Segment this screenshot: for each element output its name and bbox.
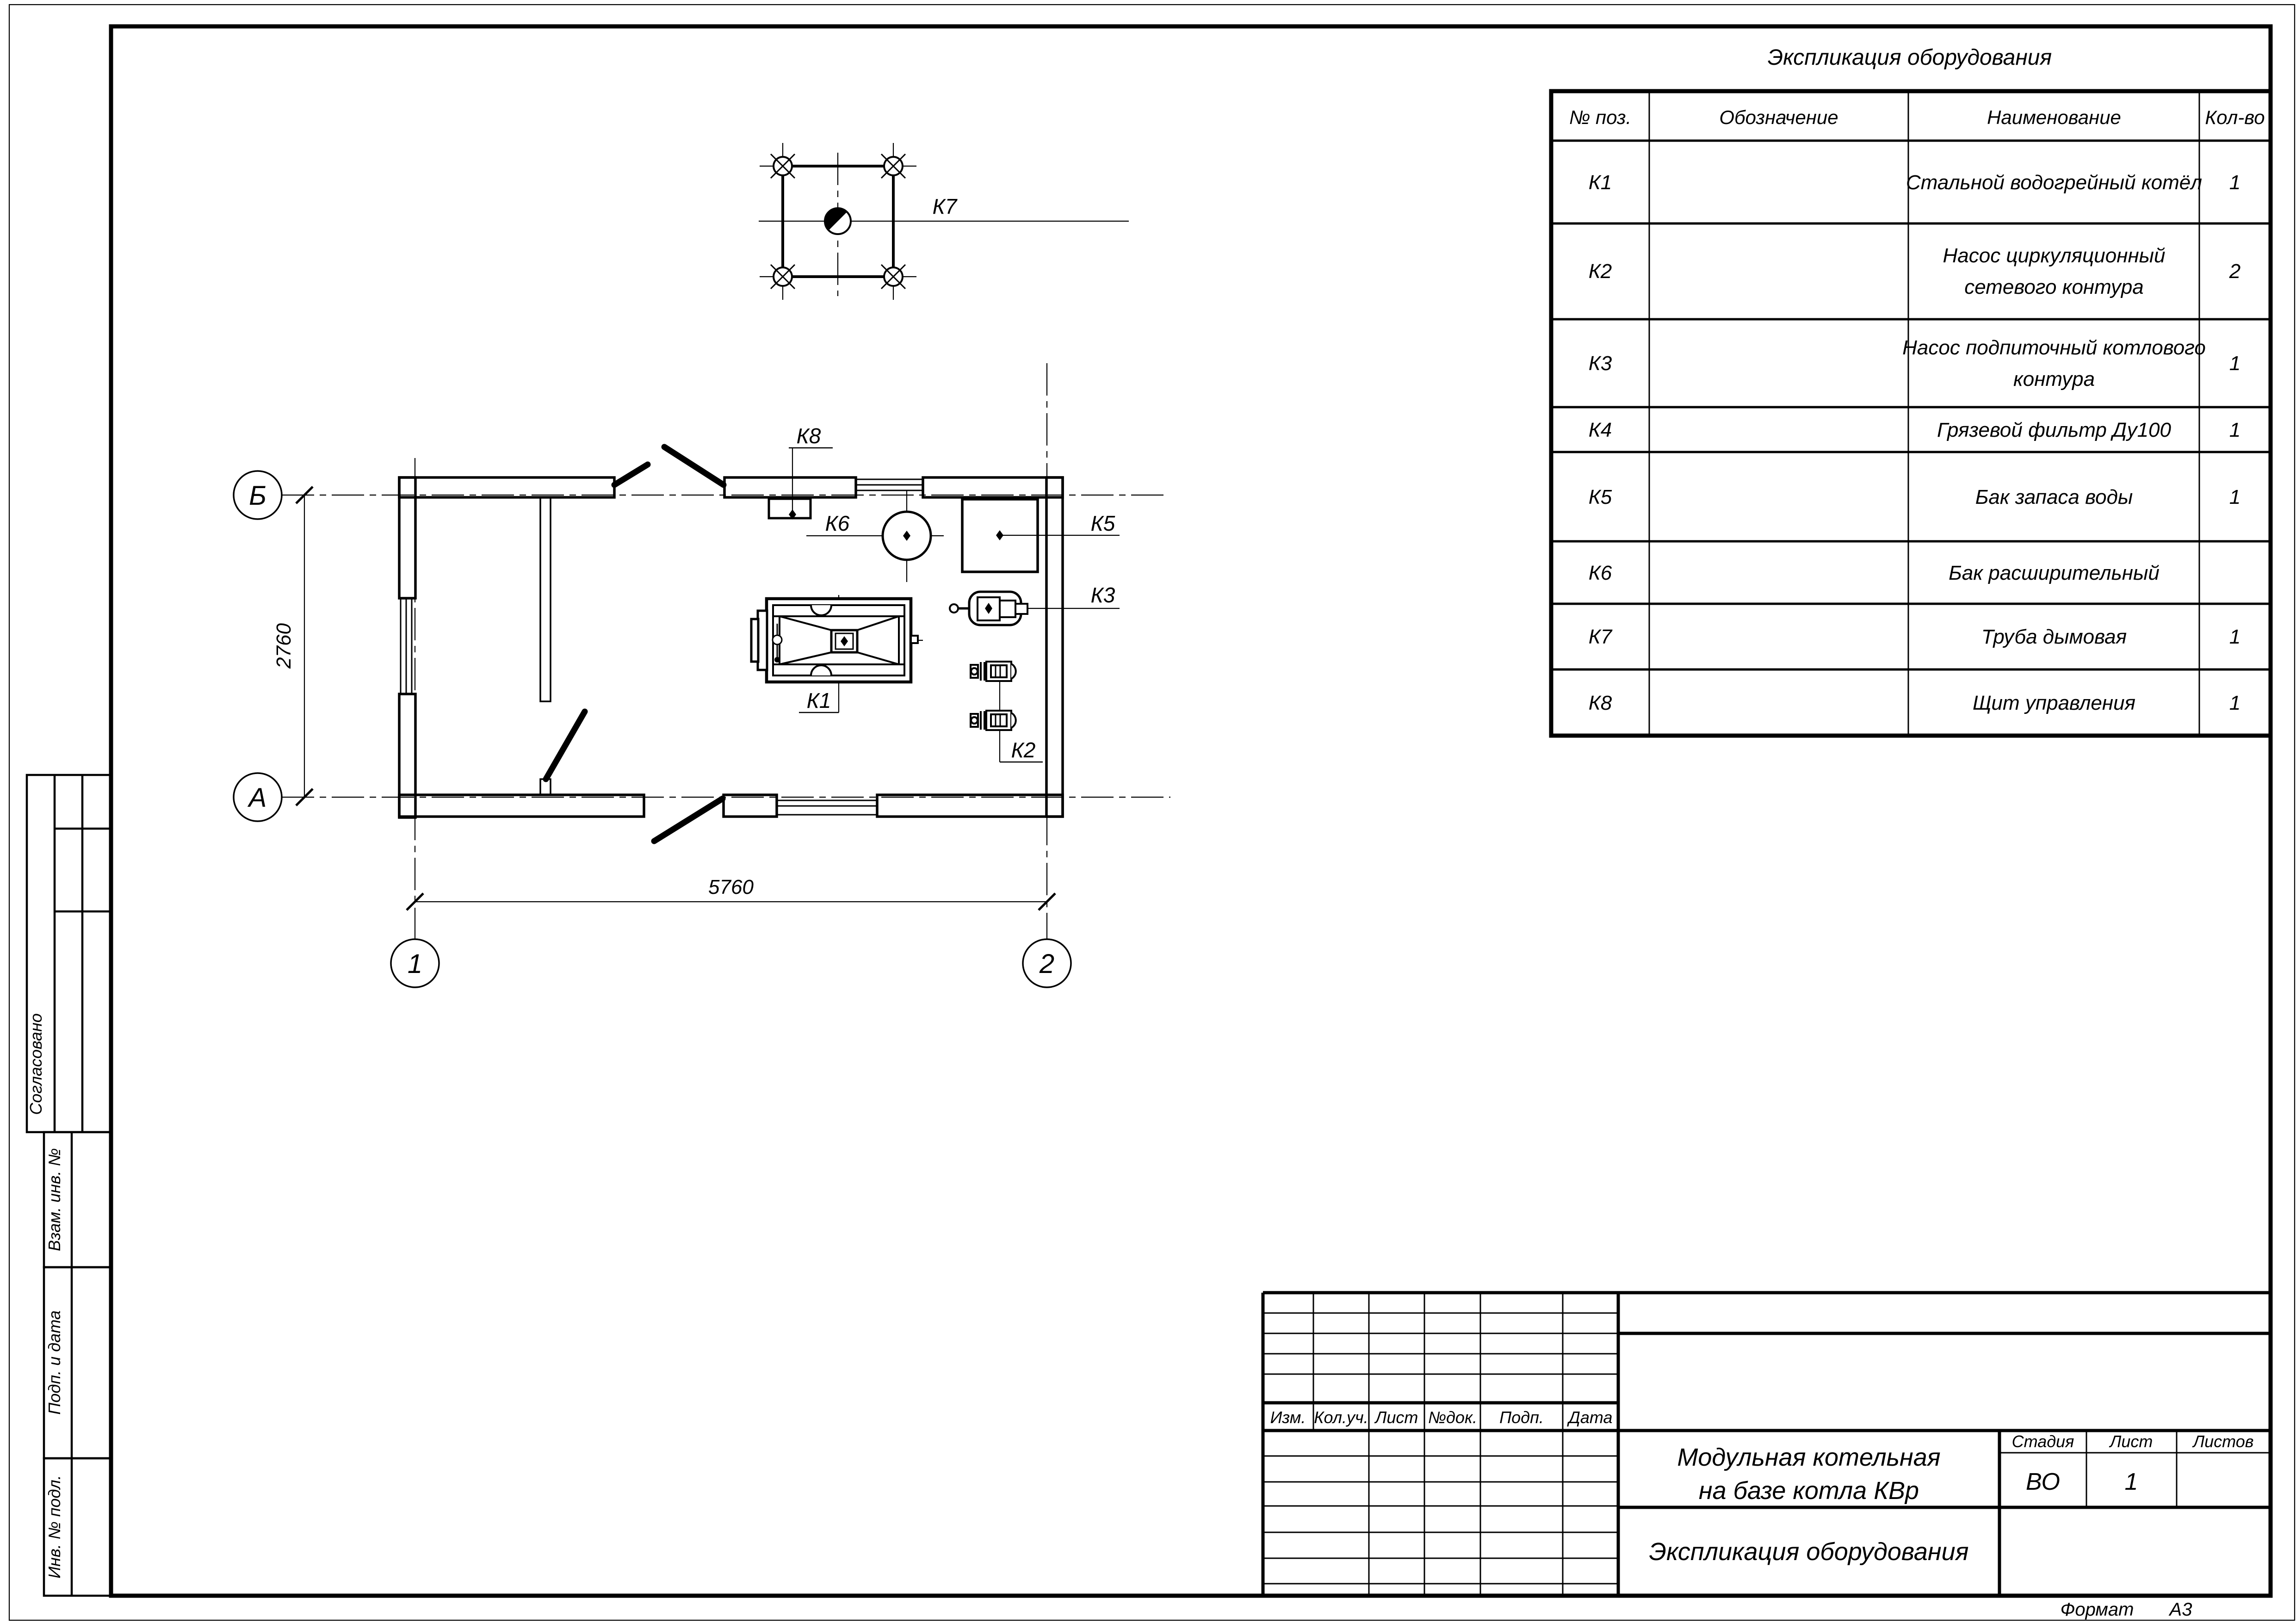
table-row (1589, 171, 2240, 194)
axis-circle-a: А (248, 783, 267, 813)
svg-text:К3: К3 (1588, 352, 1612, 375)
stage-value: ВО (2026, 1468, 2060, 1495)
svg-text:1: 1 (2229, 626, 2241, 648)
svg-text:Насос подпиточный котловогокон: Насос подпиточный котлового контура (1902, 336, 2206, 390)
project-title-line1: Модульная котельная (1677, 1443, 1941, 1471)
project-title-line2: на базе котла КВр (1698, 1477, 1919, 1505)
label-k5: К5 (1090, 511, 1115, 535)
svg-text:К5: К5 (1588, 486, 1612, 508)
feed-pump-k3 (950, 583, 1120, 625)
label-k6: К6 (825, 511, 850, 535)
expansion-tank-k6 (806, 490, 944, 582)
axis-markers (234, 471, 1071, 987)
partition-wall (540, 497, 551, 701)
sheet-title: Экспликация оборудования (1649, 1538, 1969, 1566)
stamp-approved: Согласовано (26, 1013, 45, 1115)
sheet-label: Лист (2110, 1432, 2153, 1451)
door-leaf (664, 447, 724, 485)
table-row (1589, 486, 2240, 508)
svg-text:Труба дымовая: Труба дымовая (1981, 626, 2127, 648)
side-stamp (26, 775, 110, 1596)
svg-text:К6: К6 (1588, 562, 1612, 584)
control-panel-k8 (769, 424, 833, 520)
col-header-designation: Обозначение (1719, 106, 1838, 128)
label-k3: К3 (1090, 583, 1115, 607)
axis-circle-b: Б (249, 481, 266, 511)
title-block (1263, 1293, 2271, 1596)
svg-text:2: 2 (2229, 260, 2241, 283)
table-row (1589, 336, 2240, 390)
stamp-inv-orig: Инв. № подл. (45, 1475, 64, 1579)
format-note (2061, 1599, 2192, 1620)
stamp-subst-inv: Взам. инв. № (45, 1148, 64, 1251)
svg-text:Лист: Лист (1375, 1408, 1418, 1427)
svg-text:1: 1 (2229, 171, 2241, 194)
svg-text:Стальной водогрейный котёл: Стальной водогрейный котёл (1906, 171, 2203, 194)
label-k8: К8 (796, 424, 821, 448)
door-leaf (614, 465, 648, 485)
svg-text:Кол.уч.: Кол.уч. (1314, 1408, 1368, 1427)
axis-lines (282, 363, 1170, 939)
format-label: Формат (2060, 1599, 2134, 1620)
svg-text:К2: К2 (1588, 260, 1612, 283)
svg-text:К4: К4 (1588, 419, 1612, 441)
svg-text:Изм.: Изм. (1270, 1408, 1306, 1427)
dim-5760: 5760 (708, 876, 754, 898)
floor-plan (234, 143, 1170, 987)
sheets-label: Листов (2193, 1432, 2254, 1451)
dim-2760: 2760 (272, 623, 295, 669)
col-header-pos: № поз. (1569, 106, 1632, 128)
stamp-sign-date: Подп. и дата (45, 1310, 64, 1415)
col-header-qty: Кол-во (2205, 106, 2265, 128)
revision-header (1270, 1408, 1613, 1427)
axis-circle-2: 2 (1039, 949, 1055, 979)
axis-circle-1: 1 (407, 949, 423, 979)
table-row (1589, 692, 2240, 714)
equipment-table-title: Экспликация оборудования (1767, 45, 2052, 70)
svg-text:К1: К1 (1588, 171, 1612, 194)
network-pumps-k2 (971, 662, 1043, 762)
table-row (1589, 562, 2160, 584)
stage-label: Стадия (2011, 1432, 2074, 1451)
equipment-table-header (1569, 106, 2265, 128)
svg-text:К7: К7 (1588, 626, 1612, 648)
svg-text:К8: К8 (1588, 692, 1612, 714)
label-k1: К1 (806, 688, 831, 712)
svg-text:Щит управления: Щит управления (1972, 692, 2136, 714)
svg-text:Грязевой фильтр Ду100: Грязевой фильтр Ду100 (1937, 419, 2171, 441)
svg-text:1: 1 (2229, 419, 2241, 441)
door-leaf (546, 712, 585, 779)
svg-text:Насос циркуляционныйсетевого к: Насос циркуляционный сетевого контура (1943, 244, 2166, 298)
svg-text:Подп.: Подп. (1499, 1408, 1544, 1427)
doors (546, 447, 724, 841)
water-tank-k5 (962, 499, 1120, 572)
svg-text:Бак запаса воды: Бак запаса воды (1975, 486, 2133, 508)
svg-text:Дата: Дата (1568, 1408, 1613, 1427)
label-k7: К7 (932, 194, 957, 218)
door-leaf (654, 799, 723, 841)
table-row (1589, 419, 2240, 441)
chimney-detail (759, 143, 1129, 300)
col-header-name: Наименование (1987, 106, 2121, 128)
svg-text:1: 1 (2229, 352, 2241, 375)
svg-text:1: 1 (2229, 486, 2241, 508)
table-row (1589, 244, 2240, 298)
table-row (1589, 626, 2240, 648)
label-k2: К2 (1011, 738, 1036, 762)
equipment-table (1551, 45, 2271, 736)
svg-text:1: 1 (2229, 692, 2241, 714)
svg-text:Бак расширительный: Бак расширительный (1949, 562, 2160, 584)
sheet-value: 1 (2124, 1468, 2138, 1495)
dimensions (272, 487, 1055, 910)
svg-text:№док.: №док. (1428, 1408, 1477, 1427)
format-value: А3 (2169, 1599, 2192, 1620)
boiler-k1 (751, 595, 923, 712)
